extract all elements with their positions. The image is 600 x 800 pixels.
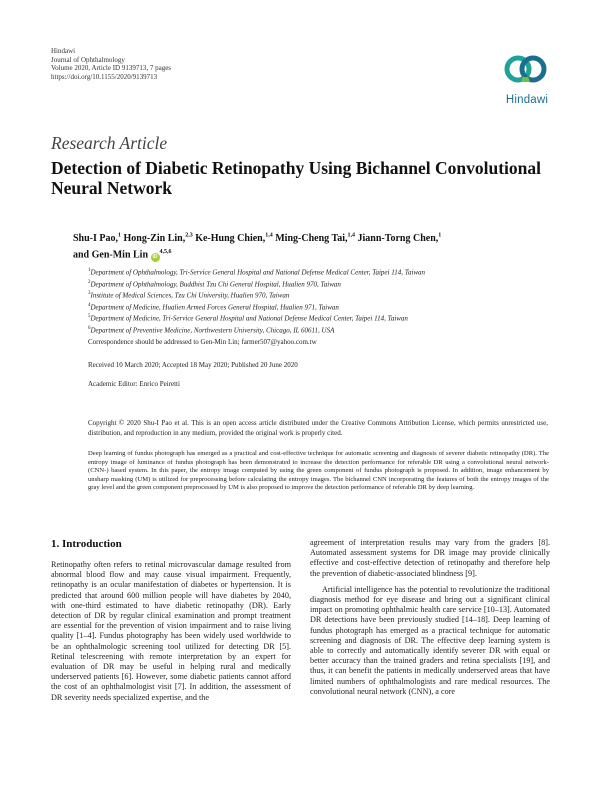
- article-title: Detection of Diabetic Retinopathy Using Bichannel Convolutional Neural Network: [51, 158, 542, 198]
- publication-dates: Received 10 March 2020; Accepted 18 May 2020; Published 20 June 2020: [88, 361, 298, 369]
- affiliation: $^3$Institute of Medical Sciences, Tzu Chi University, Hualien 970, Taiwan: [88, 291, 290, 300]
- body-column-left: [51, 560, 291, 703]
- paragraph: agreement of interpretation results may vary from the graders [8]. Automated assessment systems for DR image may provide clinically effective and cost-effective detection of retinopathy and therefore help the prevention of diabetic-associated blindness [9].: [310, 538, 550, 578]
- hindawi-logo-text: Hindawi: [505, 94, 549, 106]
- doi-link[interactable]: https://doi.org/10.1155/2020/9139713: [51, 72, 158, 81]
- abstract: Deep learning of fundus photograph has emerged as a practical and cost-effective technique for automatic screening and diagnosis of severer diabetic retinopathy (DR). The entropy image of luminance of fundus photograph has been demonstrated to increase the detection performance for referable DR using a convolutional neural network- (CNN-) based system. In this paper, the entropy image computed by using the green component of fundus photograph is proposed. In addition, image enhancement by unsharp masking (UM) is utilized for preprocessing before calculating the entropy images. The bichannel CNN incorporating the features of both the entropy images of the gray level and the green component preprocessed by UM is also proposed to improve the detection performance of referable DR by deep learning.: [88, 450, 549, 492]
- paragraph: Retinopathy often refers to retinal microvascular damage resulted from abnormal blood flow and may cause visual impairment. Frequently, retinopathy is an ocular manifestation of diabetes or hypertension. It is predicted that around 600 million people will have diabetes by 2040, with one-third estimated to have diabetic retinopathy (DR). Early detection of DR by regular clinical examination and prompt treatment are essential for the prevention of vision impairment and to raise living quality [1–4]. Fundus photography has been widely used worldwide to be an ophthalmologic screening tool utilized for detecting DR [5]. Retinal telescreening with remote interpretation by an expert for evaluation of DR may be useful in helping rural and medically underserved patients [6]. However, some diabetic patients cannot afford the cost of an ophthalmologist visit [7]. In addition, the assessment of DR severity needs specialized expertise, and the: [51, 560, 291, 702]
- orcid-icon[interactable]: iD: [152, 254, 158, 261]
- affiliation: $^5$Department of Medicine, Tri-Service General Hospital and National Defense Medical Center, Taipei 114, Taiwan: [88, 314, 408, 323]
- author[interactable]: Jiann-Torng Chen,$^1$: [357, 233, 442, 245]
- section-heading: 1. Introduction: [51, 538, 122, 550]
- volume-info: Volume 2020, Article ID 9139713, 7 pages: [51, 64, 172, 73]
- author[interactable]: Hong-Zin Lin,$^{2,3}$: [123, 233, 193, 245]
- affiliations: [88, 266, 568, 335]
- academic-editor: Academic Editor: Enrico Peiretti: [88, 380, 180, 388]
- correspondence: Correspondence should be addressed to Gen-Min Lin; farmer507@yahoo.com.tw: [88, 338, 317, 346]
- author[interactable]: and Gen-Min Lin: [73, 249, 149, 261]
- author[interactable]: Ke-Hung Chien,$^{1,4}$: [195, 233, 273, 245]
- paragraph: Artificial intelligence has the potential to revolutionize the traditional diagnosis method for eye disease and bring out a significant clinical impact on promoting ophthalmic health care service [10–13]. Automated DR detections have been previously studied [14–18]. Deep learning of fundus photograph has emerged as a practical technique for automatic screening and diagnosis of DR. The effective deep learning system is able to correctly and automatically identify severer DR with equal or better accuracy than the trained graders and retina specialists [19], and thus, it can benefit the patients in medically underserved areas that have limited numbers of ophthalmologists and rare medical resources. The convolutional neural network (CNN), a core: [310, 584, 550, 696]
- article-type: Research Article: [51, 133, 168, 153]
- author[interactable]: Shu-I Pao,$^1$: [73, 233, 122, 245]
- affiliation: $^1$Department of Ophthalmology, Tri-Service General Hospital and National Defense Medical Center, Taipei 114, Taiwan: [88, 268, 426, 277]
- journal-header: [51, 47, 171, 81]
- body-column-right: [310, 538, 550, 697]
- affiliation: $^6$Department of Preventive Medicine, Northwestern University, Chicago, IL 60611, USA: [88, 325, 335, 334]
- copyright-notice: Copyright © 2020 Shu-I Pao et al. This is an open access article distributed under the Creative Commons Attribution License, which permits unrestricted use, distribution, and reproduction in any medium, provided the original work is properly cited.: [88, 419, 548, 438]
- author-list: Shu-I Pao,$^1$ Hong-Zin Lin,$^{2,3}$ Ke-Hung Chien,$^{1,4}$ Ming-Cheng Tai,$^{1,4}$ Jiann-Torng Chen,$^1$ and Gen-Min Lin iD$^{4,5,6}$: [73, 233, 442, 261]
- publisher-name: Hindawi: [51, 47, 76, 55]
- author[interactable]: Ming-Cheng Tai,$^{1,4}$: [275, 233, 355, 245]
- journal-name: Journal of Ophthalmology: [51, 55, 125, 64]
- affiliation: $^4$Department of Medicine, Hualien Armed Forces General Hospital, Hualien 971, Taiwan: [88, 302, 339, 311]
- affiliation: $^2$Department of Ophthalmology, Buddhist Tzu Chi General Hospital, Hualien 970, Taiwan: [88, 279, 341, 288]
